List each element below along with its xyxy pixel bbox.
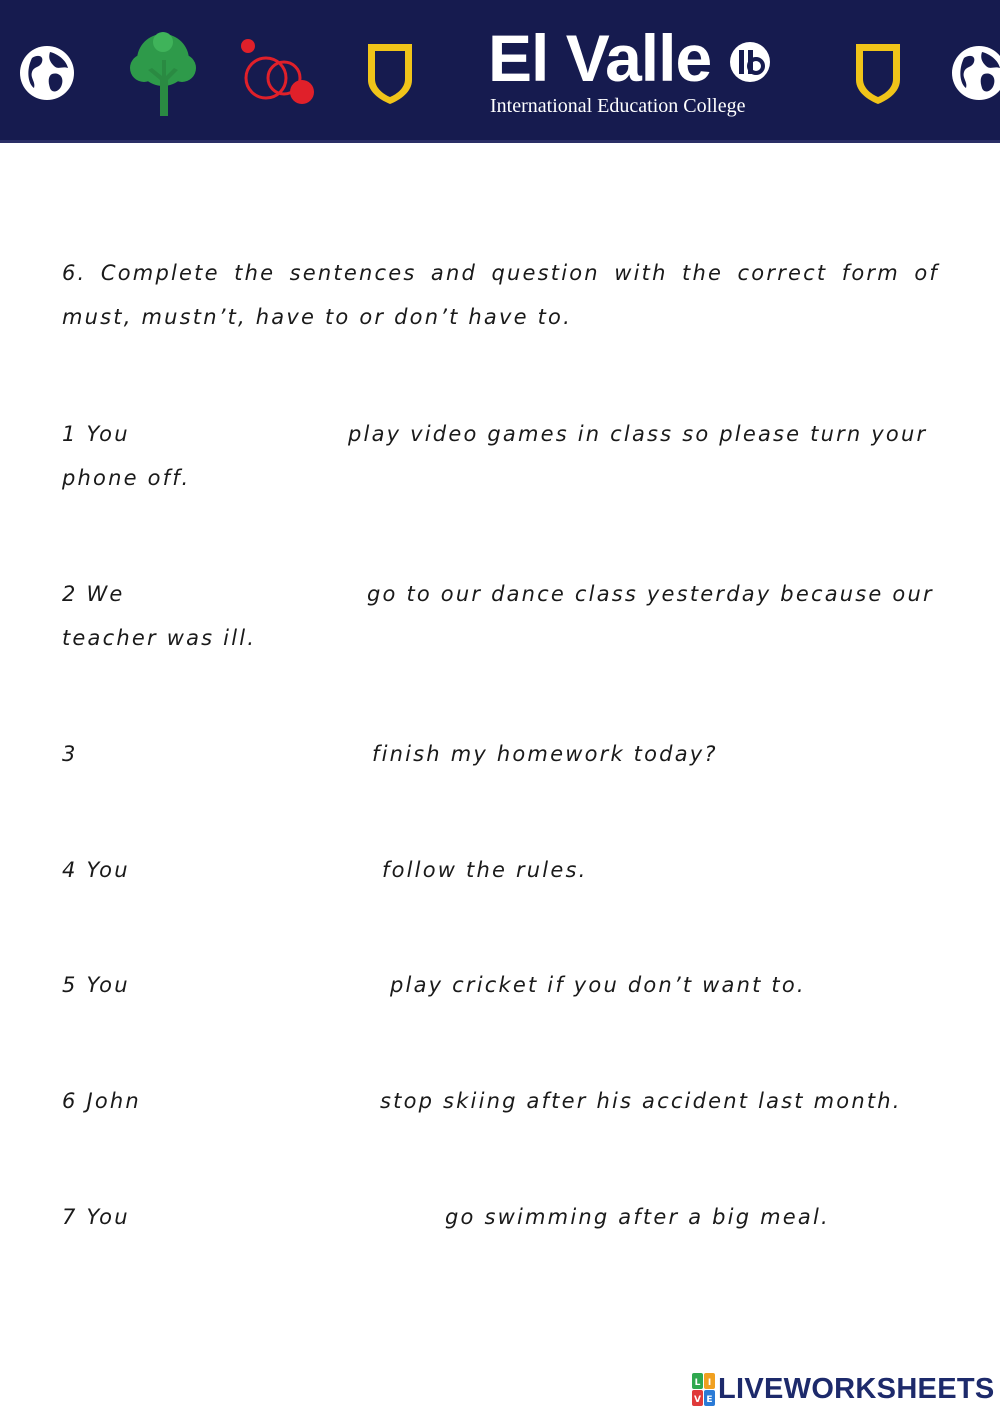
item-number: 1 [62, 422, 78, 446]
globe-icon [18, 44, 76, 102]
shield-icon [852, 40, 904, 106]
item-subject: We [86, 582, 125, 606]
liveworksheets-logo-icon [692, 1373, 716, 1407]
footer-brand[interactable]: LIVEWORKSHEETS [718, 1373, 995, 1405]
item-rest: stop skiing after his accident last month. [380, 1089, 902, 1113]
svg-text:L: L [694, 1378, 701, 1388]
item-number: 2 [62, 582, 78, 606]
item-number: 5 [62, 973, 78, 997]
exercise-item-5 [62, 963, 130, 1007]
item-number: 3 [62, 742, 78, 766]
exercise-item-6 [62, 1079, 141, 1123]
svg-text:I: I [707, 1378, 712, 1388]
answer-blank-6[interactable] [150, 1079, 372, 1123]
exercise-item-7 [62, 1195, 130, 1239]
shield-icon [364, 40, 416, 106]
item-rest: go swimming after a big meal. [445, 1205, 830, 1229]
item-subject: You [86, 858, 130, 882]
item-rest: follow the rules. [382, 858, 588, 882]
rings-icon [234, 36, 320, 110]
item-continuation: teacher was ill. [62, 626, 257, 650]
tree-icon [124, 30, 202, 120]
item-rest: finish my homework today? [372, 742, 718, 766]
answer-blank-2[interactable] [135, 572, 360, 616]
answer-blank-3[interactable] [90, 732, 360, 776]
answer-blank-4[interactable] [140, 848, 375, 892]
item-rest: go to our dance class yesterday because our [367, 582, 934, 606]
svg-text:V: V [694, 1395, 701, 1405]
item-number: 4 [62, 858, 78, 882]
item-rest: play cricket if you don’t want to. [390, 973, 806, 997]
item-subject: You [86, 973, 130, 997]
header-banner [0, 0, 1000, 143]
item-subject: You [86, 422, 130, 446]
item-subject: You [86, 1205, 130, 1229]
brand-subtitle: International Education College [490, 95, 746, 117]
globe-icon [950, 44, 1000, 102]
brand-name: El Valle [488, 21, 712, 95]
answer-blank-5[interactable] [140, 963, 382, 1007]
answer-blank-7[interactable] [140, 1195, 435, 1239]
item-number: 6 [62, 1089, 78, 1113]
svg-text:E: E [706, 1395, 713, 1405]
item-rest: play video games in class so please turn your [348, 422, 928, 446]
exercise-item-4 [62, 848, 130, 892]
exercise-instruction: 6. Complete the sentences and question with the correct form of must, mustn’t, have to or don’t have to. [62, 261, 939, 329]
item-continuation: phone off. [62, 466, 191, 490]
exercise-item-2 [62, 572, 125, 616]
exercise-item-3 [62, 732, 78, 776]
item-subject: John [86, 1089, 141, 1113]
answer-blank-1[interactable] [140, 412, 340, 456]
ib-badge-icon [728, 40, 772, 84]
banner-divider [0, 140, 1000, 143]
item-number: 7 [62, 1205, 78, 1229]
